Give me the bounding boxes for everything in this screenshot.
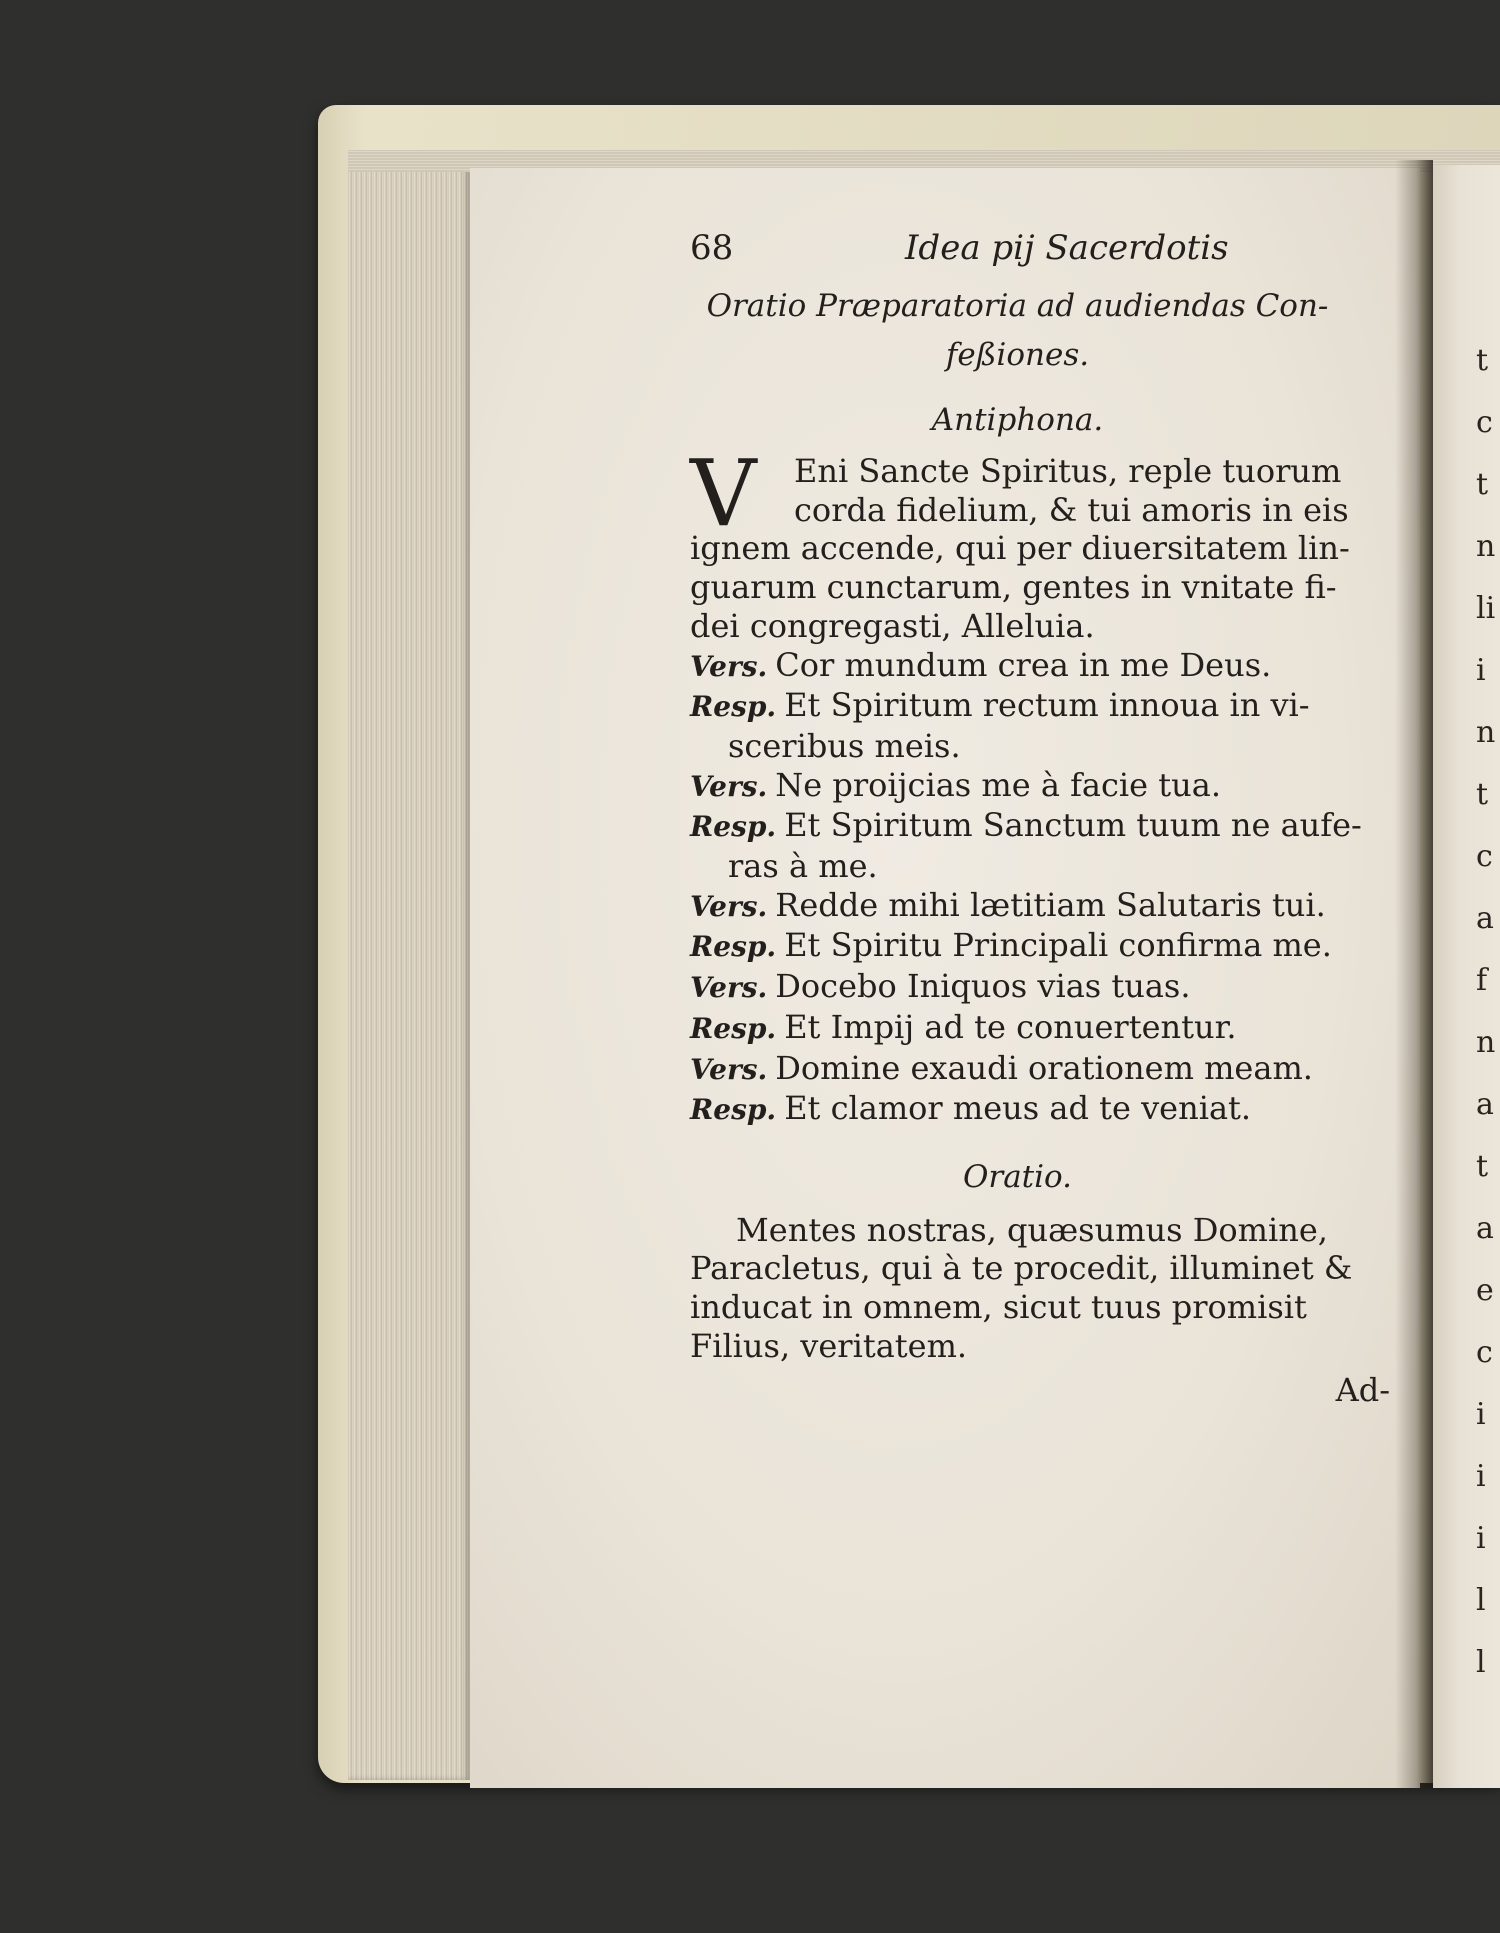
versicle-text: Redde mihi lætitiam Salutaris tui. — [775, 885, 1326, 924]
response — [690, 926, 1408, 967]
response-text: Et Spiritum Sanctum tuum ne aufe- — [784, 806, 1362, 845]
section-title — [690, 282, 1345, 380]
text-line: Eni Sancte Spiritus, reple tuorum — [794, 452, 1342, 490]
response — [690, 1008, 1408, 1049]
response-label: Resp. — [690, 810, 777, 844]
right-page-fragment: t — [1476, 467, 1489, 502]
versicle-label: Vers. — [690, 889, 768, 923]
right-page-fragment: n — [1476, 715, 1496, 750]
right-page-fragment: t — [1476, 343, 1489, 378]
versicle — [690, 646, 1408, 687]
versicle-text: Cor mundum crea in me Deus. — [775, 645, 1272, 684]
right-page-fragment: i — [1476, 1459, 1486, 1494]
page-edges — [348, 150, 470, 1780]
response-label: Resp. — [690, 930, 777, 964]
versicle-text: Ne proijcias me à facie tua. — [775, 765, 1221, 804]
text-line: inducat in omnem, sicut tuus promisit — [690, 1288, 1307, 1327]
catchword: Ad- — [1335, 1371, 1390, 1410]
right-page-fragment: a — [1476, 1087, 1494, 1122]
right-page-fragment: l — [1476, 1583, 1486, 1618]
right-page-fragment: n — [1476, 529, 1496, 564]
response — [690, 806, 1408, 847]
oratio-paragraph — [690, 1211, 1408, 1250]
versicle-text: Docebo Iniquos vias tuas. — [775, 967, 1191, 1006]
right-page-fragment: e — [1476, 1273, 1494, 1308]
right-page-fragment: c — [1476, 1335, 1493, 1370]
versicle-label: Vers. — [690, 649, 768, 683]
versicle-label: Vers. — [690, 769, 768, 803]
response-text: Et Spiritum rectum innoua in vi- — [784, 686, 1310, 725]
right-page-fragment: l — [1476, 1645, 1486, 1680]
right-page-fragment: a — [1476, 901, 1494, 936]
page-number: 68 — [690, 228, 734, 268]
running-head — [690, 228, 1390, 278]
text-line: corda fidelium, & tui amoris in eis — [794, 490, 1349, 529]
right-page-fragment: i — [1476, 1397, 1486, 1432]
running-title: Idea pij Sacerdotis — [905, 228, 1229, 268]
response — [690, 686, 1408, 727]
response-text: Et Spiritu Principali confirma me. — [784, 926, 1332, 965]
page-content — [690, 228, 1390, 1409]
oratio-heading: Oratio. — [962, 1158, 1073, 1195]
title-line: Oratio Præparatoria ad audiendas Con- — [706, 288, 1329, 324]
right-page-fragment: f — [1476, 963, 1488, 998]
right-page-fragment: i — [1476, 653, 1486, 688]
response-text: Et Impij ad te conuertentur. — [784, 1007, 1237, 1046]
text-line: Paracletus, qui à te procedit, illuminet & — [690, 1249, 1353, 1288]
response-label: Resp. — [690, 690, 777, 724]
text-line: ignem accende, qui per diuersitatem lin- — [690, 529, 1350, 568]
right-page-fragment: i — [1476, 1521, 1486, 1556]
text-line: dei congregasti, Alleluia. — [690, 606, 1095, 645]
response-text: Et clamor meus ad te veniat. — [784, 1089, 1252, 1128]
right-page-fragment: n — [1476, 1025, 1496, 1060]
versicle — [690, 1049, 1408, 1090]
antiphon-paragraph — [690, 440, 1408, 646]
versicle — [690, 886, 1408, 927]
response-continuation: sceribus meis. — [728, 726, 961, 765]
response-label: Resp. — [690, 1011, 777, 1045]
right-page-fragment: c — [1476, 405, 1493, 440]
right-page-text — [1476, 330, 1500, 1694]
antiphon-heading: Antiphona. — [931, 402, 1104, 438]
right-page-fragment: t — [1476, 1149, 1489, 1184]
right-page-fragment: c — [1476, 839, 1493, 874]
text-line: Mentes nostras, quæsumus Domine, — [736, 1210, 1328, 1249]
title-line: feßiones. — [945, 337, 1090, 373]
text-body — [690, 440, 1408, 1365]
drop-cap: V — [690, 440, 757, 547]
versicle-label: Vers. — [690, 971, 768, 1005]
response-continuation: ras à me. — [728, 847, 878, 886]
response-label: Resp. — [690, 1093, 777, 1127]
versicle — [690, 766, 1408, 807]
text-line: guarum cunctarum, gentes in vnitate fi- — [690, 568, 1337, 607]
right-page-fragment: t — [1476, 777, 1489, 812]
versicle — [690, 967, 1408, 1008]
right-page-fragment: a — [1476, 1211, 1494, 1246]
versicle-label: Vers. — [690, 1052, 768, 1086]
text-line: Filius, veritatem. — [690, 1326, 968, 1365]
response — [690, 1089, 1408, 1130]
right-page-fragment: li — [1476, 591, 1496, 626]
versicle-text: Domine exaudi orationem meam. — [775, 1048, 1313, 1087]
